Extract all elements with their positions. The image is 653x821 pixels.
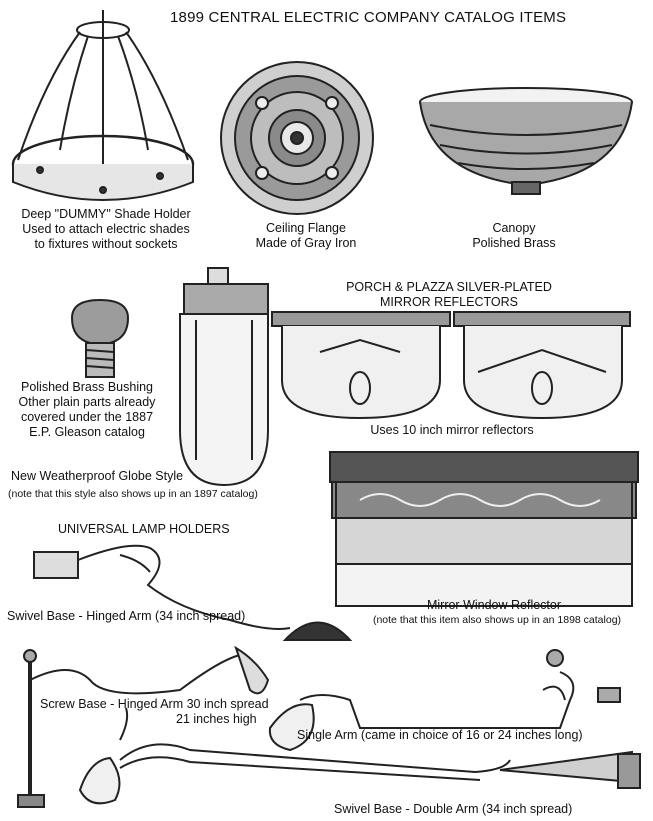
porch-reflectors-heading xyxy=(346,280,552,310)
caption-line: Polished Brass xyxy=(472,236,556,250)
lamp-holders-heading: UNIVERSAL LAMP HOLDERS xyxy=(58,522,230,536)
bushing-illustration xyxy=(72,300,128,377)
window-reflector-caption: Mirror Window Reflector xyxy=(426,598,562,612)
swivel-hinged-lamp-illustration xyxy=(34,546,350,640)
canopy-caption xyxy=(472,221,555,251)
canopy-illustration xyxy=(420,88,632,194)
caption-line: to fixtures without sockets xyxy=(34,237,178,251)
caption-line: covered under the 1887 xyxy=(20,410,154,424)
bushing-caption xyxy=(19,380,156,440)
caption-line: Ceiling Flange xyxy=(266,221,346,235)
caption-line: Made of Gray Iron xyxy=(255,236,357,250)
single-arm-caption: Single Arm (came in choice of 16 or 24 inches long) xyxy=(297,728,583,742)
shade-holder-caption xyxy=(21,207,190,252)
swivel-double-lamp-illustration xyxy=(80,708,640,803)
swivel-hinged-caption: Swivel Base - Hinged Arm (34 inch spread) xyxy=(7,609,246,623)
screw-base-height: 21 inches high xyxy=(176,712,257,726)
screw-base-lamp-illustration xyxy=(18,648,268,807)
caption-line: Used to attach electric shades xyxy=(22,222,190,236)
porch-reflectors-illustration xyxy=(272,312,630,418)
caption-line: E.P. Gleason catalog xyxy=(29,425,145,439)
caption-line: Other plain parts already xyxy=(18,395,156,409)
ceiling-flange-caption xyxy=(256,221,357,251)
caption-line: Canopy xyxy=(492,221,536,235)
ceiling-flange-illustration xyxy=(221,62,373,214)
page-title: 1899 CENTRAL ELECTRIC COMPANY CATALOG ITEMS xyxy=(170,9,567,26)
screw-base-caption: Screw Base - Hinged Arm 30 inch spread xyxy=(40,697,269,711)
heading-line: MIRROR REFLECTORS xyxy=(380,295,518,309)
heading-line: PORCH & PLAZZA SILVER-PLATED xyxy=(346,280,552,294)
caption-line: Polished Brass Bushing xyxy=(20,380,154,394)
mirror-reflectors-note: Uses 10 inch mirror reflectors xyxy=(370,423,534,437)
swivel-double-caption: Swivel Base - Double Arm (34 inch spread) xyxy=(334,802,573,816)
window-reflector-note: (note that this item also shows up in an 1898 catalog) xyxy=(372,614,622,626)
globe-note: (note that this style also shows up in an 1897 catalog) xyxy=(8,488,258,500)
globe-illustration xyxy=(180,268,268,485)
window-reflector-illustration xyxy=(330,452,638,606)
shade-holder-illustration xyxy=(13,10,193,200)
caption-line: Deep "DUMMY" Shade Holder xyxy=(21,207,191,221)
globe-caption: New Weatherproof Globe Style xyxy=(11,469,184,483)
